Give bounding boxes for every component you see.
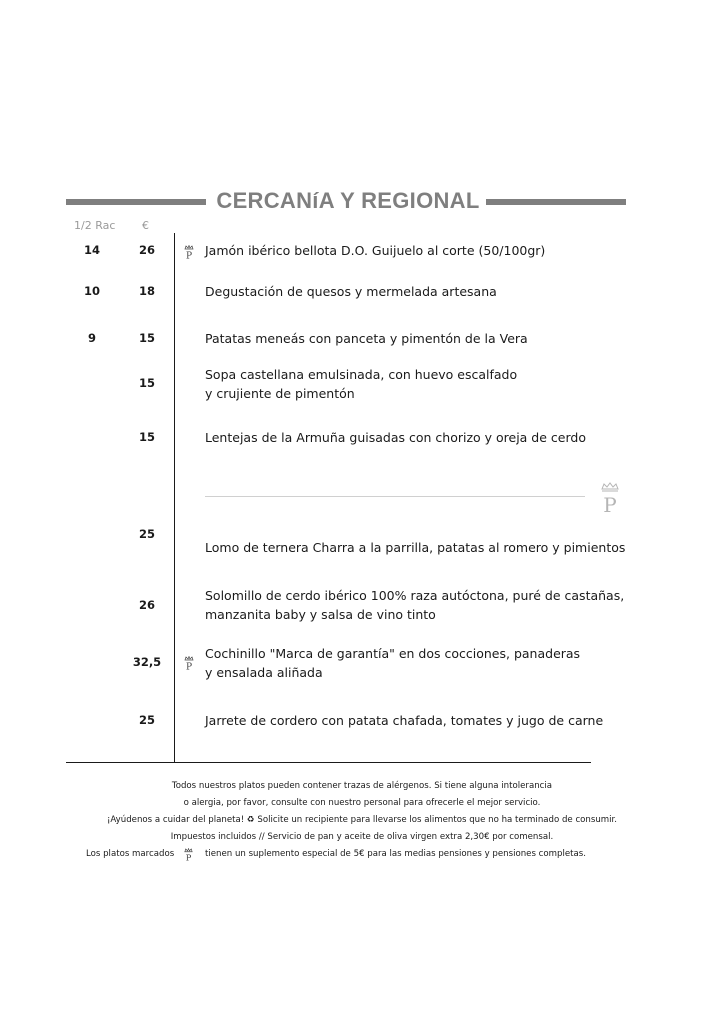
bottom-rule bbox=[66, 762, 591, 763]
price: 18 bbox=[138, 284, 155, 298]
svg-text:P: P bbox=[185, 852, 192, 861]
column-header-half: 1/2 Rac bbox=[74, 219, 116, 232]
column-header-price: € bbox=[142, 219, 149, 232]
half-portion-price: 10 bbox=[83, 284, 100, 298]
title-bar-right bbox=[486, 199, 626, 205]
marked-dishes-label: Los platos marcados bbox=[86, 849, 175, 859]
section-separator bbox=[205, 496, 585, 497]
dish-description: Jamón ibérico bellota D.O. Guijuelo al corte (50/100gr) bbox=[205, 243, 546, 258]
column-divider bbox=[174, 233, 175, 763]
palace-crown-logo bbox=[598, 482, 622, 514]
dish-description: Sopa castellana emulsinada, con huevo escalfado y crujiente de pimentón bbox=[205, 367, 518, 401]
dish-description: Solomillo de cerdo ibérico 100% raza autóctona, puré de castañas, manzanita baby y salsa de vino tinto bbox=[205, 588, 625, 622]
price: 15 bbox=[138, 376, 155, 390]
price: 32,5 bbox=[132, 655, 162, 669]
half-portion-price: 9 bbox=[87, 331, 96, 345]
section-title: CERCANíA Y REGIONAL bbox=[216, 188, 480, 213]
planet-note: ¡Ayúdenos a cuidar del planeta! ♻ Solicite un recipiente para llevarse los alimentos que no ha terminado de consumir. bbox=[106, 815, 618, 825]
svg-text:P: P bbox=[185, 662, 193, 670]
dish-description: Degustación de quesos y mermelada artesana bbox=[205, 284, 497, 299]
dish-description: Jarrete de cordero con patata chafada, tomates y jugo de carne bbox=[205, 713, 604, 728]
price: 15 bbox=[138, 331, 155, 345]
dish-description: Lentejas de la Armuña guisadas con chorizo y oreja de cerdo bbox=[205, 430, 586, 445]
price: 26 bbox=[138, 598, 155, 612]
price: 25 bbox=[138, 713, 155, 727]
premium-mark-icon bbox=[183, 848, 194, 861]
price: 25 bbox=[138, 527, 155, 541]
dish-description: Cochinillo "Marca de garantía" en dos cocciones, panaderas y ensalada aliñada bbox=[205, 646, 581, 680]
dish-description: Lomo de ternera Charra a la parrilla, patatas al romero y pimientos bbox=[205, 540, 626, 555]
allergen-note: Todos nuestros platos pueden contener trazas de alérgenos. Si tiene alguna intolerancia bbox=[171, 781, 553, 791]
price: 15 bbox=[138, 430, 155, 444]
svg-text:P: P bbox=[185, 251, 193, 259]
svg-text:P: P bbox=[603, 493, 617, 514]
tax-note: Impuestos incluidos // Servicio de pan y aceite de oliva virgen extra 2,30€ por comensal. bbox=[170, 832, 554, 842]
dish-description: Patatas meneás con panceta y pimentón de la Vera bbox=[205, 331, 528, 346]
title-bar-left bbox=[66, 199, 206, 205]
price: 26 bbox=[138, 243, 155, 257]
supplement-note: tienen un suplemento especial de 5€ para las medias pensiones y pensiones completas. bbox=[205, 849, 586, 859]
allergen-note-2: o alergia, por favor, consulte con nuestro personal para ofrecerle el mejor servicio. bbox=[183, 798, 541, 808]
premium-mark-icon bbox=[183, 245, 195, 259]
half-portion-price: 14 bbox=[83, 243, 100, 257]
premium-mark-icon bbox=[183, 656, 195, 670]
section-header bbox=[66, 188, 626, 218]
